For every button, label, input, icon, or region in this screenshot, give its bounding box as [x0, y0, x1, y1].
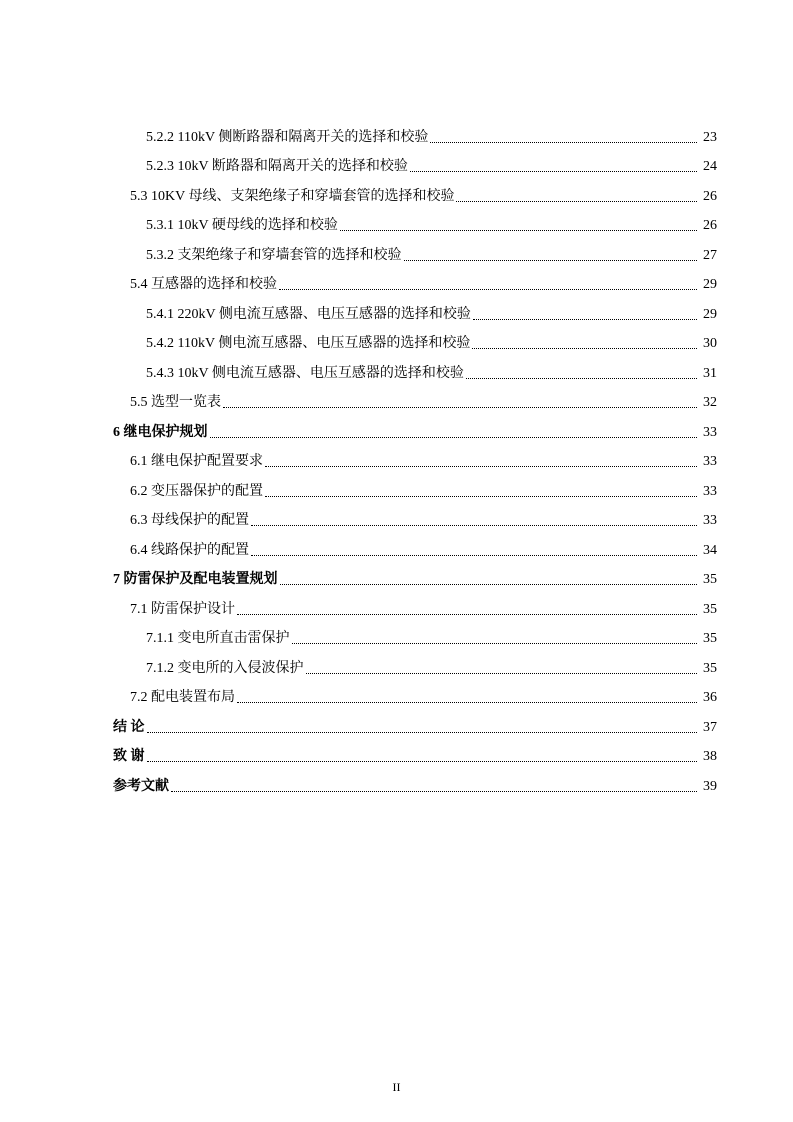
dot-leader — [210, 437, 698, 438]
toc-entry-page-number: 34 — [703, 542, 717, 558]
toc-entry-title: 7 防雷保护及配电装置规划 — [113, 572, 278, 587]
toc-entry[interactable] — [0, 737, 793, 767]
toc-entry-page-number: 35 — [703, 631, 717, 646]
toc-entry[interactable] — [0, 471, 793, 501]
toc-entry[interactable] — [0, 206, 793, 236]
dot-leader — [147, 732, 698, 733]
toc-entry[interactable] — [0, 412, 793, 442]
dot-leader — [404, 260, 698, 261]
toc-entry-title: 5.5 选型一览表 — [130, 395, 221, 410]
toc-entry-title: 6.4 线路保护的配置 — [130, 542, 249, 558]
toc-entry-page-number: 27 — [703, 247, 717, 263]
dot-leader — [251, 555, 697, 556]
dot-leader — [473, 319, 697, 320]
toc-entry-page-number: 33 — [703, 454, 717, 469]
toc-entry[interactable] — [0, 324, 793, 354]
toc-entry-page-number: 33 — [703, 513, 717, 528]
toc-entry[interactable] — [0, 678, 793, 708]
toc-entry[interactable] — [0, 353, 793, 383]
toc-entry[interactable] — [0, 560, 793, 590]
toc-entry-page-number: 32 — [703, 395, 717, 410]
toc-entry[interactable] — [0, 589, 793, 619]
toc-entry-title: 6 继电保护规划 — [113, 424, 208, 440]
dot-leader — [292, 643, 698, 644]
page-number: II — [392, 1080, 401, 1094]
toc-entry-page-number: 36 — [703, 690, 717, 705]
toc-entry-page-number: 39 — [703, 778, 717, 794]
toc-entry[interactable] — [0, 147, 793, 177]
toc-entry[interactable] — [0, 766, 793, 796]
toc-entry-title: 6.3 母线保护的配置 — [130, 513, 249, 528]
toc-entry[interactable] — [0, 619, 793, 649]
toc-entry-page-number: 24 — [703, 159, 717, 174]
dot-leader — [430, 142, 697, 143]
toc-entry[interactable] — [0, 235, 793, 265]
toc-entry[interactable] — [0, 707, 793, 737]
dot-leader — [265, 466, 697, 467]
toc-entry-title: 5.3 10KV 母线、支架绝缘子和穿墙套管的选择和校验 — [130, 188, 455, 204]
dot-leader — [223, 407, 697, 408]
toc-entry-title: 6.1 继电保护配置要求 — [130, 454, 263, 469]
toc-entry-page-number: 30 — [703, 336, 717, 351]
dot-leader — [237, 614, 697, 615]
dot-leader — [147, 761, 698, 762]
toc-entry[interactable] — [0, 648, 793, 678]
toc-entry-title: 5.3.1 10kV 硬母线的选择和校验 — [146, 218, 338, 233]
toc-entry[interactable] — [0, 294, 793, 324]
toc-entry[interactable] — [0, 501, 793, 531]
dot-leader — [340, 230, 697, 231]
toc-entry-page-number: 38 — [703, 749, 717, 764]
toc-entry-page-number: 31 — [703, 365, 717, 381]
toc-entry-page-number: 23 — [703, 129, 717, 145]
toc-entry-title: 5.4.1 220kV 侧电流互感器、电压互感器的选择和校验 — [146, 306, 471, 322]
toc-entry-title: 5.4.2 110kV 侧电流互感器、电压互感器的选择和校验 — [146, 336, 471, 351]
toc-entry-page-number: 35 — [703, 601, 717, 617]
dot-leader — [279, 289, 697, 290]
table-of-contents — [0, 117, 793, 796]
toc-entry-title: 6.2 变压器保护的配置 — [130, 483, 263, 499]
toc-entry-page-number: 26 — [703, 218, 717, 233]
dot-leader — [410, 171, 697, 172]
toc-entry-page-number: 26 — [703, 188, 717, 204]
toc-entry[interactable] — [0, 265, 793, 295]
dot-leader — [280, 584, 698, 585]
toc-entry[interactable] — [0, 383, 793, 413]
dot-leader — [265, 496, 697, 497]
toc-entry-page-number: 35 — [703, 572, 717, 587]
toc-entry-title: 7.2 配电装置布局 — [130, 690, 235, 705]
toc-entry-page-number: 35 — [703, 660, 717, 676]
toc-entry-title: 5.2.3 10kV 断路器和隔离开关的选择和校验 — [146, 159, 408, 174]
toc-entry[interactable] — [0, 530, 793, 560]
toc-entry-title: 7.1 防雷保护设计 — [130, 601, 235, 617]
toc-entry-title: 5.4 互感器的选择和校验 — [130, 277, 277, 292]
toc-entry-title: 5.3.2 支架绝缘子和穿墙套管的选择和校验 — [146, 247, 402, 263]
toc-entry[interactable] — [0, 442, 793, 472]
toc-entry-title: 结 论 — [113, 719, 145, 735]
dot-leader — [466, 378, 697, 379]
toc-entry-page-number: 37 — [703, 719, 717, 735]
dot-leader — [306, 673, 698, 674]
toc-entry-page-number: 33 — [703, 483, 717, 499]
toc-entry[interactable] — [0, 117, 793, 147]
toc-entry-title: 致 谢 — [113, 749, 145, 764]
toc-entry-page-number: 29 — [703, 306, 717, 322]
toc-entry-title: 5.2.2 110kV 侧断路器和隔离开关的选择和校验 — [146, 129, 429, 145]
toc-entry[interactable] — [0, 176, 793, 206]
dot-leader — [237, 702, 697, 703]
dot-leader — [251, 525, 697, 526]
toc-entry-title: 7.1.1 变电所直击雷保护 — [146, 631, 290, 646]
dot-leader — [472, 348, 697, 349]
toc-entry-page-number: 33 — [703, 424, 717, 440]
toc-entry-page-number: 29 — [703, 277, 717, 292]
dot-leader — [171, 791, 697, 792]
toc-entry-title: 7.1.2 变电所的入侵波保护 — [146, 660, 304, 676]
dot-leader — [456, 201, 697, 202]
toc-entry-title: 5.4.3 10kV 侧电流互感器、电压互感器的选择和校验 — [146, 365, 464, 381]
toc-entry-title: 参考文献 — [113, 778, 169, 794]
